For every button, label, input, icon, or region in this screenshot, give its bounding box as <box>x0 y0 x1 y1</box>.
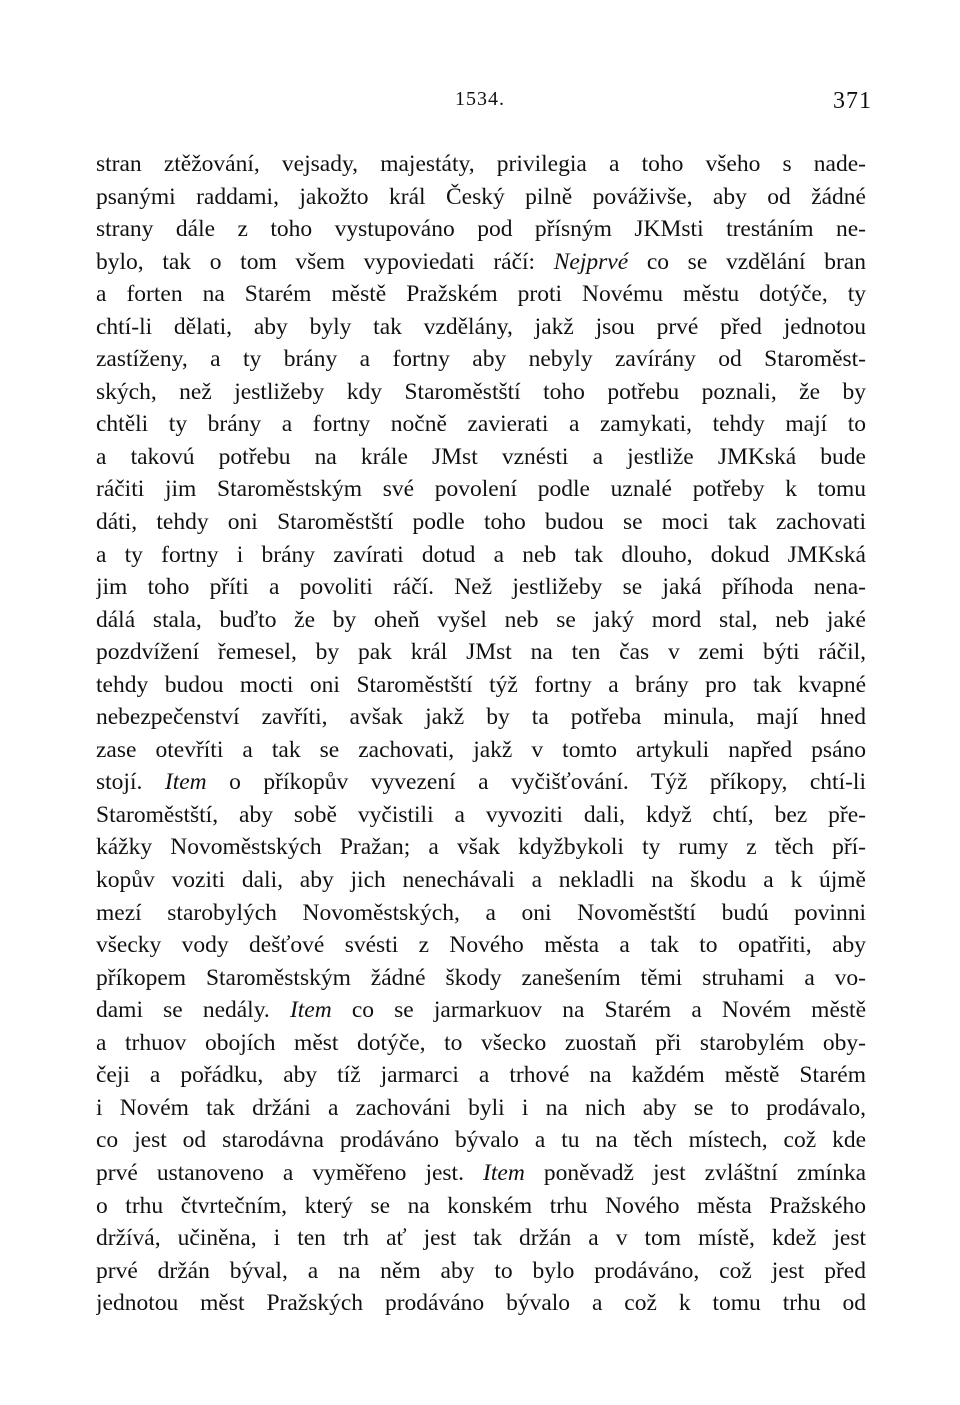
text-line <box>96 1222 866 1255</box>
text-segment: a forten na Starém městě Pražském proti Novému městu dotýče, ty <box>96 281 866 308</box>
text-line <box>96 571 866 604</box>
text-line <box>96 831 866 864</box>
text-line <box>96 1190 866 1223</box>
text-segment: o příkopův vyvezení a vyčišťování. Týž příkopy, chtí-li <box>206 769 866 796</box>
text-line <box>96 734 866 767</box>
text-segment: příkopem Staroměstským žádné škody zanešením těmi struhami a vo- <box>96 964 866 991</box>
text-line <box>96 766 866 799</box>
text-line <box>96 604 866 637</box>
running-header <box>96 88 872 118</box>
text-segment: chtí-li dělati, aby byly tak vzdělány, jakž jsou prvé před jednotou <box>96 313 866 340</box>
text-line <box>96 441 866 474</box>
text-segment: ských, než jestližeby kdy Staroměstští toho potřebu poznali, že by <box>96 378 866 405</box>
text-line <box>96 473 866 506</box>
text-segment: jim toho příti a povoliti ráčí. Než jestližeby se jaká příhoda nena- <box>96 574 866 601</box>
text-line <box>96 669 866 702</box>
italic-term: Item <box>164 769 207 796</box>
text-segment: o trhu čtvrtečním, který se na konském trhu Nového města Pražského <box>96 1192 866 1219</box>
text-segment: a takovú potřebu na krále JMst vznésti a jestliže JMKská bude <box>96 443 866 470</box>
text-line <box>96 1027 866 1060</box>
text-segment: mezí starobylých Novoměstských, a oni Novoměstští budú povinni <box>96 899 866 926</box>
text-segment: ráčiti jim Staroměstským své povolení podle uznalé potřeby k tomu <box>96 476 866 503</box>
text-segment: kopův voziti dali, aby jich nenechávali a nekladli na škodu a k újmě <box>96 867 866 894</box>
text-segment: stojí. <box>96 769 165 796</box>
italic-term: Nejprvé <box>553 248 629 275</box>
text-line <box>96 994 866 1027</box>
text-line <box>96 799 866 832</box>
text-line <box>96 1092 866 1125</box>
text-line <box>96 864 866 897</box>
text-segment: co jest od starodávna prodáváno bývalo a tu na těch místech, což kde <box>96 1127 866 1154</box>
text-segment: zase otevříti a tak se zachovati, jakž v tomto artykuli napřed psáno <box>96 736 866 763</box>
text-line <box>96 636 866 669</box>
italic-term: Item <box>483 1159 525 1186</box>
text-line <box>96 278 866 311</box>
text-line <box>96 539 866 572</box>
text-line <box>96 506 866 539</box>
text-segment: psanými raddami, jakožto král Český pilně pováživše, aby od žádné <box>96 183 866 210</box>
text-line <box>96 1059 866 1092</box>
text-line <box>96 897 866 930</box>
text-segment: a trhuov obojích měst dotýče, to všecko zuostaň při starobylém oby- <box>96 1029 866 1056</box>
italic-term: Item <box>289 997 332 1024</box>
text-segment: nebezpečenství zavříti, avšak jakž by ta potřeba minula, mají hned <box>96 704 866 731</box>
text-line <box>96 213 866 246</box>
text-segment: i Novém tak držáni a zachováni byli i na nich aby se to prodávalo, <box>96 1094 866 1121</box>
text-line <box>96 929 866 962</box>
text-line <box>96 962 866 995</box>
body-text <box>96 148 866 1320</box>
text-line <box>96 408 866 441</box>
text-line <box>96 181 866 214</box>
text-line <box>96 376 866 409</box>
text-line <box>96 148 866 181</box>
text-segment: držívá, učiněna, i ten trh ať jest tak držán a v tom místě, kdež jest <box>96 1225 866 1252</box>
text-line <box>96 246 866 279</box>
text-segment: pozdvížení řemesel, by pak král JMst na ten čas v zemi býti ráčil, <box>96 639 866 666</box>
text-segment: co se vzdělání bran <box>628 248 866 275</box>
text-line <box>96 1287 866 1320</box>
text-line <box>96 1157 866 1190</box>
text-segment: jednotou měst Pražských prodáváno bývalo a což k tomu trhu od <box>96 1290 866 1317</box>
text-segment: tehdy budou mocti oni Staroměstští týž fortny a brány pro tak kvapné <box>96 671 866 698</box>
text-line <box>96 1255 866 1288</box>
text-segment: čeji a pořádku, aby tíž jarmarci a trhové na každém městě Starém <box>96 1062 866 1089</box>
text-segment: chtěli ty brány a fortny nočně zavierati a zamykati, tehdy mají to <box>96 411 866 438</box>
text-segment: Staroměstští, aby sobě vyčistili a vyvoziti dali, když chtí, bez pře- <box>96 801 866 828</box>
text-line <box>96 311 866 344</box>
text-segment: všecky vody dešťové svésti z Nového města a tak to opatřiti, aby <box>96 932 866 959</box>
text-segment: dálá stala, buďto že by oheň vyšel neb se jaký mord stal, neb jaké <box>96 606 866 633</box>
text-segment: poněvadž jest zvláštní zmínka <box>524 1159 866 1186</box>
text-segment: co se jarmarkuov na Starém a Novém městě <box>331 997 866 1024</box>
text-segment: a ty fortny i brány zavírati dotud a neb tak dlouho, dokud JMKská <box>96 541 866 568</box>
text-segment: prvé ustanoveno a vyměřeno jest. <box>96 1159 484 1186</box>
header-year: 1534. <box>455 88 505 110</box>
text-segment: kážky Novoměstských Pražan; a však kdyžbykoli ty rumy z těch pří- <box>96 834 866 861</box>
text-line <box>96 1124 866 1157</box>
text-segment: stran ztěžování, vejsady, majestáty, privilegia a toho všeho s nade- <box>96 151 866 177</box>
text-segment: zastíženy, a ty brány a fortny aby nebyly zavírány od Staroměst- <box>96 346 866 373</box>
page-number: 371 <box>833 88 872 114</box>
text-segment: bylo, tak o tom všem vypoviedati ráčí: <box>96 248 554 275</box>
text-segment: dami se nedály. <box>96 997 290 1024</box>
text-line <box>96 343 866 376</box>
text-segment: strany dále z toho vystupováno pod přísným JKMsti trestáním ne- <box>96 216 866 243</box>
text-segment: prvé držán býval, a na něm aby to bylo prodáváno, což jest před <box>96 1257 866 1284</box>
text-line <box>96 701 866 734</box>
text-segment: dáti, tehdy oni Staroměstští podle toho budou se moci tak zachovati <box>96 509 866 536</box>
